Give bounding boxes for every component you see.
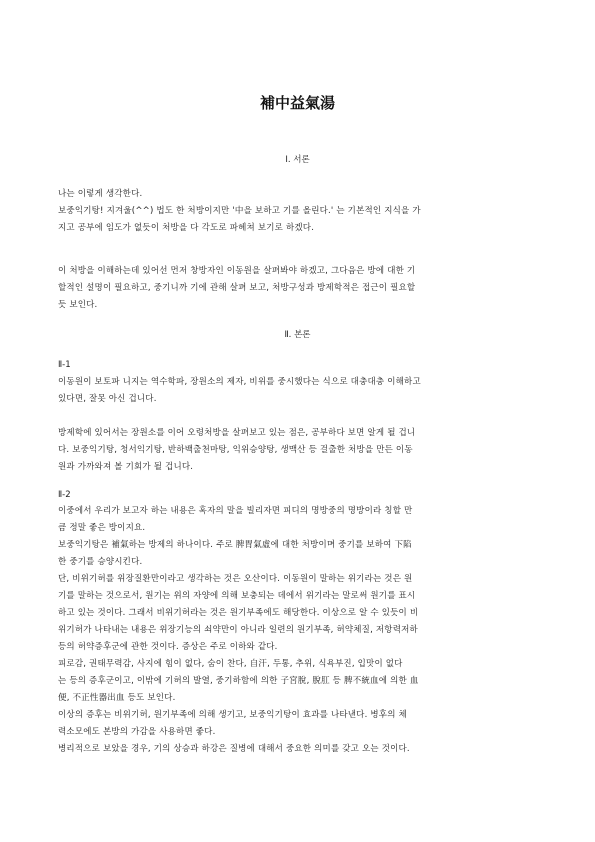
text-line: 보중익기탕은 補氣하는 방제의 하나이다. 주로 脾胃氣虛에 대한 처방이며 중기를 보하여 下陷: [58, 540, 412, 550]
text-line: 한 중기를 승양시킨다.: [58, 557, 143, 567]
text-line: 단, 비위기허를 위장질환만이라고 생각하는 것은 오산이다. 이동원이 말하는 위기라는 것은 원: [58, 574, 413, 584]
text-line: 원과 가까와져 볼 기회가 될 겁니다.: [58, 462, 194, 472]
text-line: 듯 보인다.: [58, 300, 98, 310]
section-heading-main: Ⅱ. 본론: [284, 330, 311, 340]
text-line: 큼 정말 좋은 방이지요.: [58, 523, 146, 533]
text-line: 는 등의 증후군이고, 이밖에 기허의 발열, 중기하함에 의한 子宮脫, 脫肛 등 脾不統血에 의한 血: [58, 676, 419, 686]
text-line: 위기허가 나타내는 내용은 위장기능의 쇠약만이 아니라 일련의 원기부족, 허약체질, 저항력저하: [58, 625, 418, 635]
text-line: 이 처방을 이해하는데 있어선 먼저 창방자인 이동원을 살펴봐야 하겠고, 그다음은 방에 대한 기: [58, 266, 416, 276]
dongwon-paragraph: [58, 374, 540, 408]
approach-paragraph: [58, 263, 540, 314]
text-line: 便, 不正性器出血 등도 보인다.: [58, 693, 176, 703]
text-line: 이동원이 보토파 니지는 역수학파, 장원소의 제자, 비위를 중시했다는 식으로 대충대충 이해하고: [58, 377, 421, 387]
subsection-heading-2: Ⅱ-2: [58, 490, 71, 500]
text-line: 하고 있는 것이다. 그래서 비위기허라는 것은 원기부족에도 해당한다. 이상으로 알 수 있듯이 비: [58, 608, 419, 618]
text-line: 피로감, 권태무력감, 사지에 힘이 없다, 숨이 찬다, 自汗, 두통, 추위, 식욕부진, 입맛이 없다: [58, 659, 403, 669]
text-line: 이상의 증후는 비위기허, 원기부족에 의해 생기고, 보중익기탕이 효과를 나타낸다. 병후의 체: [58, 710, 407, 720]
document-title: 補中益氣湯: [259, 94, 335, 112]
intro-paragraph: [58, 186, 540, 237]
text-line: 할적인 설명이 필요하고, 중기니까 기에 관해 살펴 보고, 처방구성과 방제학적은 접근이 필요할: [58, 283, 416, 293]
text-line: 병리적으로 보았을 경우, 기의 상승과 하강은 질병에 대해서 중요한 의미를 갖고 오는 것이다.: [58, 744, 410, 754]
formula-paragraph: [58, 425, 540, 476]
subsection-heading-1: Ⅱ-1: [58, 360, 71, 370]
text-line: 이중에서 우리가 보고자 하는 내용은 혹자의 말을 빌리자면 피디의 명방중의 명방이라 칭할 만: [58, 506, 413, 516]
text-line: 다. 보중익기탕, 청서익기탕, 반하백출천마탕, 익위승양탕, 생맥산 등 걸출한 처방을 만든 이동: [58, 445, 413, 455]
text-line: 방제학에 있어서는 장원소를 이어 오령처방을 살펴보고 있는 점은, 공부하다 보면 알게 될 겁니: [58, 428, 416, 438]
text-line: 등의 허약증후군에 관한 것이다. 증상은 주로 이하와 같다.: [58, 642, 278, 652]
text-line: 보중익기탕! 지겨울(^^) 법도 한 처방이지만 '中을 보하고 기를 올린다.' 는 기본적인 지식을 가: [58, 206, 421, 216]
bojung-paragraph: [58, 503, 540, 758]
text-line: 지고 공부에 임도가 없듯이 처방을 다 각도로 파헤쳐 보기로 하겠다.: [58, 223, 315, 233]
text-line: 력소모에도 본방의 가감을 사용하면 좋다.: [58, 727, 216, 737]
text-line: 있다면, 잘못 아신 겁니다.: [58, 394, 157, 404]
text-line: 기를 말하는 것으로서, 원기는 위의 자양에 의해 보충되는 데에서 위기라는 말로써 원기를 표시: [58, 591, 416, 601]
text-line: 나는 이렇게 생각한다.: [58, 189, 143, 199]
section-heading-intro: Ⅰ. 서론: [285, 155, 310, 165]
